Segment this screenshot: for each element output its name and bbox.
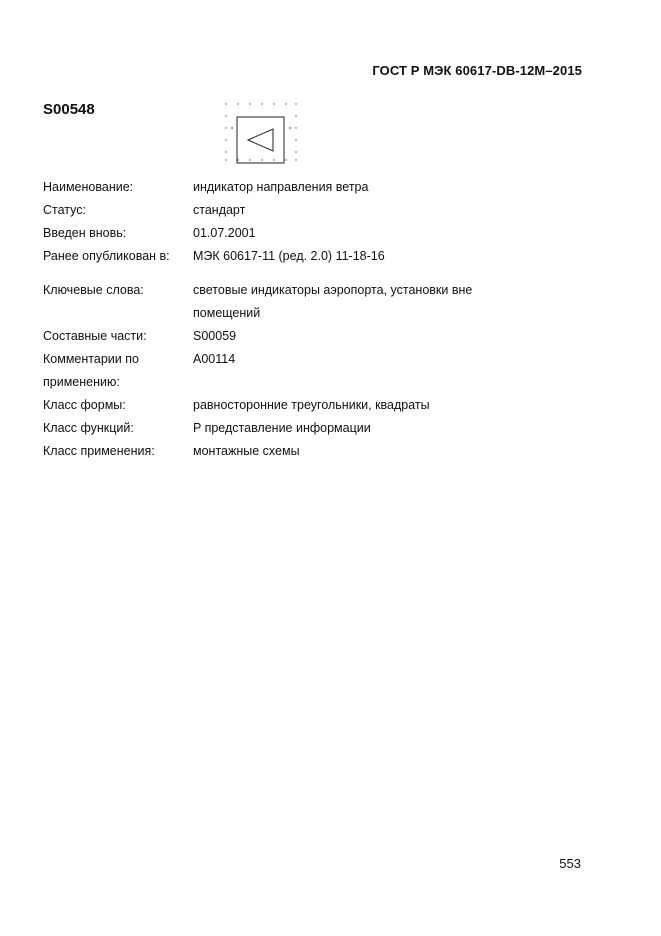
field-value: стандарт — [193, 203, 246, 217]
field-label: Статус: — [43, 203, 86, 217]
field-label: Введен вновь: — [43, 226, 127, 240]
field-row-shape-class — [43, 394, 513, 417]
field-label: Ранее опубликован в: — [43, 249, 170, 263]
page-number: 553 — [559, 856, 581, 871]
field-row-application-notes — [43, 348, 513, 394]
field-label: Класс формы: — [43, 398, 126, 412]
field-row-status — [43, 199, 513, 222]
standard-header: ГОСТ Р МЭК 60617-DB-12M–2015 — [372, 63, 582, 78]
field-value: 01.07.2001 — [193, 226, 256, 240]
field-value: МЭК 60617-11 (ред. 2.0) 11-18-16 — [193, 249, 385, 263]
field-row-previously-published — [43, 245, 513, 268]
field-label: Класс применения: — [43, 444, 155, 458]
field-row-application-class — [43, 440, 513, 463]
symbol-code: S00548 — [43, 101, 95, 118]
field-label: Комментарии по применению: — [43, 352, 139, 389]
field-label: Составные части: — [43, 329, 147, 343]
field-value: P представление информации — [193, 421, 371, 435]
field-label: Ключевые слова: — [43, 283, 144, 297]
field-row-introduced — [43, 222, 513, 245]
field-label: Наименование: — [43, 180, 134, 194]
field-value: равносторонние треугольники, квадраты — [193, 398, 430, 412]
field-row-components — [43, 325, 513, 348]
wind-direction-indicator-icon — [222, 100, 300, 164]
field-value: индикатор направления ветра — [193, 180, 369, 194]
field-row-function-class — [43, 417, 513, 440]
field-row-keywords — [43, 279, 498, 325]
field-value: S00059 — [193, 329, 237, 343]
field-label: Класс функций: — [43, 421, 134, 435]
field-row-name — [43, 176, 513, 199]
field-value: монтажные схемы — [193, 444, 300, 458]
field-value: A00114 — [193, 352, 236, 366]
field-value: световые индикаторы аэропорта, установки вне помещений — [193, 283, 473, 320]
